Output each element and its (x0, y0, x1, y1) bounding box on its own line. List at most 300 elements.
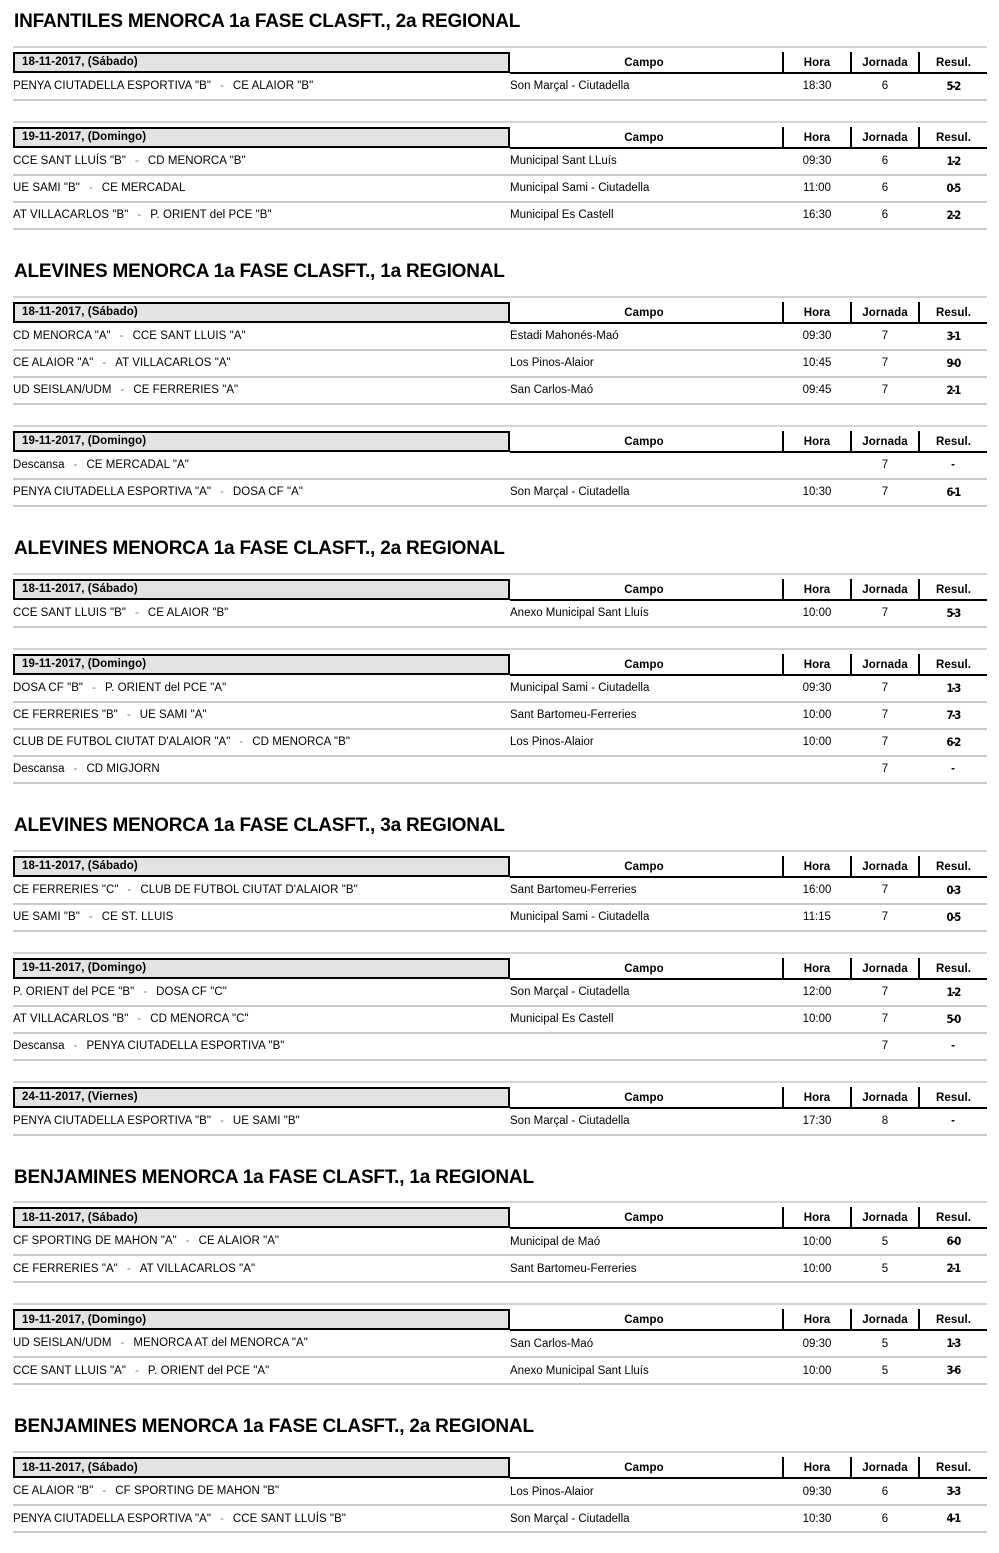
home-team: PENYA CIUTADELLA ESPORTIVA "A" (13, 1512, 211, 1525)
versus-separator: - (73, 458, 78, 471)
match-teams-cell (13, 877, 510, 904)
versus-separator: - (92, 681, 96, 694)
column-header-resul: Resul. (919, 654, 987, 675)
match-time (783, 756, 851, 783)
away-team: CF SPORTING DE MAHON "B" (115, 1485, 280, 1498)
away-team: CD MENORCA "B" (252, 736, 350, 749)
match-teams-cell (13, 202, 510, 229)
match-teams-cell (13, 979, 510, 1006)
column-header-resul: Resul. (919, 52, 987, 73)
match-result: 6-1 (923, 479, 983, 506)
match-day-block (0, 648, 999, 784)
home-team: Descansa (13, 1040, 65, 1053)
versus-separator: - (88, 182, 93, 195)
versus-separator: - (120, 1337, 125, 1350)
column-header-jornada: Jornada (851, 1207, 919, 1228)
match-row (13, 1330, 987, 1357)
match-time: 17:30 (783, 1108, 851, 1135)
match-time: 09:30 (783, 675, 851, 702)
match-teams-cell (13, 1505, 510, 1532)
match-row (13, 600, 987, 627)
match-venue: Municipal de Maó (510, 1228, 778, 1255)
home-team: DOSA CF "B" (13, 681, 84, 694)
competition-block (0, 527, 999, 784)
match-time: 09:30 (783, 323, 851, 350)
match-venue: Los Pinos-Alaior (510, 1478, 778, 1505)
match-matchday: 7 (851, 1006, 919, 1033)
match-matchday: 5 (851, 1255, 919, 1282)
column-header-resul: Resul. (919, 431, 987, 452)
competition-block (0, 804, 999, 1136)
match-matchday: 6 (851, 73, 919, 100)
away-team: CD MIGJORN (86, 763, 160, 776)
match-matchday: 8 (851, 1108, 919, 1135)
column-header-campo: Campo (510, 127, 778, 148)
table-header-row (13, 127, 987, 148)
versus-separator: - (239, 736, 244, 749)
competition-title-wrap (0, 250, 999, 296)
column-header-hora: Hora (783, 1207, 851, 1228)
column-header-jornada: Jornada (851, 654, 919, 675)
match-result: - (919, 756, 987, 783)
match-time: 12:00 (783, 979, 851, 1006)
divider (13, 1451, 987, 1453)
match-result: 2-2 (923, 202, 983, 229)
match-venue (510, 756, 778, 783)
match-matchday: 7 (851, 756, 919, 783)
column-header-hora: Hora (783, 1457, 851, 1478)
home-team: AT VILLACARLOS "B" (13, 209, 129, 222)
column-header-campo: Campo (510, 52, 778, 73)
home-team: PENYA CIUTADELLA ESPORTIVA "B" (13, 1114, 211, 1127)
column-header-jornada: Jornada (851, 127, 919, 148)
home-team: P. ORIENT del PCE "B" (13, 985, 135, 998)
competition-block (0, 1156, 999, 1386)
match-result: - (919, 452, 987, 479)
column-header-resul: Resul. (919, 958, 987, 979)
competition-title: BENJAMINES MENORCA 1a FASE CLASFT., 1a REGIONAL (14, 1166, 534, 1188)
match-venue: Estadi Mahonés-Maó (510, 323, 778, 350)
versus-separator: - (220, 79, 224, 92)
away-team: UE SAMI "A" (139, 709, 207, 722)
match-teams-cell (13, 148, 510, 175)
versus-separator: - (126, 709, 131, 722)
table-header-row (13, 302, 987, 323)
match-result: 7-3 (923, 702, 983, 729)
divider (13, 46, 987, 48)
match-teams-cell (13, 904, 510, 931)
column-header-campo: Campo (510, 579, 778, 600)
match-row (13, 1108, 987, 1135)
match-day-block (0, 952, 999, 1061)
away-team: CE FERRERIES "A" (133, 384, 239, 397)
match-day-block (0, 1201, 999, 1283)
versus-separator: - (220, 486, 224, 499)
divider (13, 1201, 987, 1203)
competition-title: BENJAMINES MENORCA 1a FASE CLASFT., 2a REGIONAL (14, 1416, 534, 1438)
column-header-hora: Hora (783, 1309, 851, 1330)
match-matchday: 7 (851, 877, 919, 904)
away-team: P. ORIENT del PCE "A" (104, 681, 227, 694)
home-team: CCE SANT LLUIS "B" (13, 606, 127, 619)
column-header-jornada: Jornada (851, 1457, 919, 1478)
match-venue: Son Marçal - Ciutadella (510, 1505, 778, 1532)
column-header-resul: Resul. (919, 1309, 987, 1330)
match-result: 5-2 (923, 73, 983, 100)
match-row (13, 1006, 987, 1033)
match-time: 09:30 (783, 1330, 851, 1357)
match-table (13, 431, 987, 507)
date-label: 18-11-2017, (Sábado) (13, 1207, 510, 1228)
match-row (13, 1357, 987, 1384)
match-matchday: 7 (851, 600, 919, 627)
table-header-row (13, 431, 987, 452)
match-result: 6-2 (923, 729, 983, 756)
home-team: PENYA CIUTADELLA ESPORTIVA "A" (13, 486, 211, 499)
home-team: CE ALAIOR "A" (13, 357, 94, 370)
match-day-block (0, 850, 999, 932)
versus-separator: - (220, 1512, 224, 1525)
match-venue: San Carlos-Maó (510, 377, 778, 404)
match-matchday: 7 (851, 479, 919, 506)
date-label: 18-11-2017, (Sábado) (13, 302, 510, 323)
match-day-block (0, 46, 999, 101)
match-venue (510, 1033, 778, 1060)
match-row (13, 323, 987, 350)
match-table (13, 127, 987, 230)
match-teams-cell (13, 175, 510, 202)
match-time: 10:00 (783, 702, 851, 729)
home-team: CE ALAIOR "B" (13, 1485, 94, 1498)
match-matchday: 7 (851, 904, 919, 931)
column-header-resul: Resul. (919, 1207, 987, 1228)
match-table (13, 958, 987, 1061)
match-teams-cell (13, 756, 510, 783)
match-matchday: 5 (851, 1330, 919, 1357)
date-header-cell (13, 654, 510, 675)
column-header-hora: Hora (783, 856, 851, 877)
match-result: 0-5 (923, 175, 983, 202)
column-header-resul: Resul. (919, 579, 987, 600)
date-label: 19-11-2017, (Domingo) (13, 654, 510, 675)
match-row (13, 479, 987, 506)
away-team: CE ST. LLUIS (101, 911, 174, 924)
divider (13, 573, 987, 575)
home-team: UD SEISLAN/UDM (13, 1337, 112, 1350)
versus-separator: - (102, 357, 107, 370)
match-teams-cell (13, 1255, 510, 1282)
away-team: CE ALAIOR "A" (198, 1235, 280, 1248)
match-matchday: 5 (851, 1228, 919, 1255)
match-row (13, 756, 987, 783)
match-result: 3-3 (923, 1478, 983, 1505)
match-result: 5-0 (923, 1006, 983, 1033)
match-venue (510, 452, 778, 479)
column-header-campo: Campo (510, 431, 778, 452)
versus-separator: - (220, 1114, 224, 1127)
match-matchday: 7 (851, 979, 919, 1006)
away-team: UE SAMI "B" (232, 1114, 300, 1127)
column-header-hora: Hora (783, 1087, 851, 1108)
column-header-jornada: Jornada (851, 1087, 919, 1108)
date-label: 19-11-2017, (Domingo) (13, 431, 510, 452)
competition-title-wrap (0, 1156, 999, 1202)
match-row (13, 877, 987, 904)
match-matchday: 7 (851, 729, 919, 756)
table-header-row (13, 654, 987, 675)
away-team: CE MERCADAL (101, 182, 186, 195)
column-header-campo: Campo (510, 958, 778, 979)
match-time: 09:45 (783, 377, 851, 404)
home-team: CD MENORCA "A" (13, 329, 111, 342)
competition-block (0, 250, 999, 507)
competition-title: ALEVINES MENORCA 1a FASE CLASFT., 1a REGIONAL (14, 260, 505, 282)
match-day-block (0, 425, 999, 507)
match-time: 10:00 (783, 729, 851, 756)
match-time (783, 452, 851, 479)
date-header-cell (13, 856, 510, 877)
date-label: 18-11-2017, (Sábado) (13, 856, 510, 877)
match-venue: Son Marçal - Ciutadella (510, 979, 778, 1006)
match-matchday: 5 (851, 1357, 919, 1384)
competition-block (0, 1405, 999, 1533)
match-matchday: 7 (851, 675, 919, 702)
match-day-block (0, 296, 999, 405)
match-row (13, 148, 987, 175)
divider (13, 296, 987, 298)
table-header-row (13, 52, 987, 73)
match-matchday: 7 (851, 452, 919, 479)
match-time: 18:30 (783, 73, 851, 100)
match-teams-cell (13, 1228, 510, 1255)
match-row (13, 675, 987, 702)
match-matchday: 6 (851, 175, 919, 202)
column-header-campo: Campo (510, 1309, 778, 1330)
match-teams-cell (13, 452, 510, 479)
date-label: 18-11-2017, (Sábado) (13, 1457, 510, 1478)
match-result: 5-3 (923, 600, 983, 627)
away-team: CCE SANT LLUIS "A" (132, 329, 246, 342)
match-venue: Municipal Sami - Ciutadella (510, 675, 778, 702)
away-team: P. ORIENT del PCE "A" (147, 1364, 270, 1377)
home-team: CF SPORTING DE MAHON "A" (13, 1235, 177, 1248)
match-day-block (0, 1303, 999, 1385)
column-header-resul: Resul. (919, 1457, 987, 1478)
match-result: - (919, 1108, 987, 1135)
date-header-cell (13, 958, 510, 979)
match-matchday: 7 (851, 702, 919, 729)
match-row (13, 1505, 987, 1532)
match-venue: Sant Bartomeu-Ferreries (510, 877, 778, 904)
match-time: 10:30 (783, 1505, 851, 1532)
competition-title-wrap (0, 0, 999, 46)
home-team: CE FERRERIES "A" (13, 1262, 118, 1275)
match-matchday: 6 (851, 148, 919, 175)
divider (13, 952, 987, 954)
column-header-resul: Resul. (919, 856, 987, 877)
date-header-cell (13, 1207, 510, 1228)
date-header-cell (13, 52, 510, 73)
competition-title: ALEVINES MENORCA 1a FASE CLASFT., 2a REGIONAL (14, 537, 505, 559)
match-row (13, 1033, 987, 1060)
match-day-block (0, 573, 999, 628)
away-team: CD MENORCA "C" (150, 1013, 249, 1026)
table-header-row (13, 1087, 987, 1108)
column-header-jornada: Jornada (851, 958, 919, 979)
away-team: CCE SANT LLUÍS "B" (232, 1512, 346, 1525)
home-team: CCE SANT LLUÍS "B" (13, 154, 127, 167)
away-team: CE ALAIOR "B" (147, 606, 229, 619)
column-header-jornada: Jornada (851, 856, 919, 877)
match-venue: Sant Bartomeu-Ferreries (510, 702, 778, 729)
match-venue: Los Pinos-Alaior (510, 350, 778, 377)
match-row (13, 202, 987, 229)
match-result: - (919, 1033, 987, 1060)
home-team: UE SAMI "B" (13, 911, 80, 924)
table-header-row (13, 1207, 987, 1228)
versus-separator: - (135, 1364, 139, 1377)
match-table (13, 1087, 987, 1136)
column-header-hora: Hora (783, 579, 851, 600)
column-header-hora: Hora (783, 654, 851, 675)
match-result: 1-2 (923, 979, 983, 1006)
match-table (13, 1207, 987, 1283)
match-time: 09:30 (783, 1478, 851, 1505)
match-day-block (0, 1451, 999, 1533)
versus-separator: - (135, 606, 139, 619)
match-row (13, 73, 987, 100)
column-header-campo: Campo (510, 1457, 778, 1478)
match-time: 16:00 (783, 877, 851, 904)
match-venue: Los Pinos-Alaior (510, 729, 778, 756)
column-header-campo: Campo (510, 654, 778, 675)
match-result: 6-0 (923, 1228, 983, 1255)
versus-separator: - (120, 384, 125, 397)
versus-separator: - (88, 911, 93, 924)
match-matchday: 6 (851, 1478, 919, 1505)
column-header-campo: Campo (510, 1207, 778, 1228)
match-result: 1-2 (923, 148, 983, 175)
date-label: 19-11-2017, (Domingo) (13, 958, 510, 979)
match-teams-cell (13, 377, 510, 404)
column-header-campo: Campo (510, 1087, 778, 1108)
match-result: 9-0 (923, 350, 983, 377)
match-venue: Son Marçal - Ciutadella (510, 479, 778, 506)
competition-block (0, 0, 999, 230)
match-teams-cell (13, 1033, 510, 1060)
column-header-campo: Campo (510, 302, 778, 323)
match-result: 1-3 (923, 675, 983, 702)
home-team: CLUB DE FUTBOL CIUTAT D'ALAIOR "A" (13, 736, 231, 749)
date-label: 19-11-2017, (Domingo) (13, 1309, 510, 1330)
match-table (13, 654, 987, 784)
home-team: Descansa (13, 458, 65, 471)
match-venue: Municipal Sami - Ciutadella (510, 904, 778, 931)
divider (13, 850, 987, 852)
match-time: 09:30 (783, 148, 851, 175)
date-label: 18-11-2017, (Sábado) (13, 579, 510, 600)
match-time: 10:00 (783, 1357, 851, 1384)
match-time: 11:15 (783, 904, 851, 931)
divider (13, 1081, 987, 1083)
away-team: PENYA CIUTADELLA ESPORTIVA "B" (86, 1040, 285, 1053)
date-label: 24-11-2017, (Viernes) (13, 1087, 510, 1108)
match-matchday: 6 (851, 1505, 919, 1532)
match-table (13, 856, 987, 932)
table-header-row (13, 579, 987, 600)
match-result: 0-3 (923, 877, 983, 904)
divider (13, 425, 987, 427)
match-table (13, 579, 987, 628)
column-header-hora: Hora (783, 302, 851, 323)
match-row (13, 702, 987, 729)
column-header-campo: Campo (510, 856, 778, 877)
home-team: Descansa (13, 763, 65, 776)
match-time: 16:30 (783, 202, 851, 229)
column-header-resul: Resul. (919, 1087, 987, 1108)
home-team: CE FERRERIES "C" (13, 883, 119, 896)
match-table (13, 302, 987, 405)
match-venue: San Carlos-Maó (510, 1330, 778, 1357)
home-team: CE FERRERIES "B" (13, 709, 118, 722)
date-header-cell (13, 579, 510, 600)
away-team: CD MENORCA "B" (147, 154, 246, 167)
match-teams-cell (13, 350, 510, 377)
versus-separator: - (126, 1262, 131, 1275)
match-row (13, 1255, 987, 1282)
versus-separator: - (137, 1013, 142, 1026)
match-matchday: 7 (851, 323, 919, 350)
match-result: 1-3 (923, 1330, 983, 1357)
match-row (13, 904, 987, 931)
match-teams-cell (13, 729, 510, 756)
column-header-jornada: Jornada (851, 302, 919, 323)
competition-title: INFANTILES MENORCA 1a FASE CLASFT., 2a REGIONAL (14, 11, 521, 32)
match-result: 2-1 (923, 1255, 983, 1282)
versus-separator: - (73, 763, 78, 776)
match-time: 11:00 (783, 175, 851, 202)
column-header-hora: Hora (783, 127, 851, 148)
match-day-block (0, 1081, 999, 1136)
table-header-row (13, 1309, 987, 1330)
date-label: 18-11-2017, (Sábado) (13, 52, 510, 73)
match-result: 3-6 (923, 1357, 983, 1384)
match-venue: Anexo Municipal Sant Lluís (510, 1357, 778, 1384)
match-teams-cell (13, 1108, 510, 1135)
match-matchday: 6 (851, 202, 919, 229)
match-teams-cell (13, 1330, 510, 1357)
versus-separator: - (119, 329, 124, 342)
date-header-cell (13, 127, 510, 148)
match-time: 10:00 (783, 1255, 851, 1282)
match-time (783, 1033, 851, 1060)
match-teams-cell (13, 1357, 510, 1384)
match-teams-cell (13, 600, 510, 627)
date-header-cell (13, 431, 510, 452)
match-table (13, 52, 987, 101)
column-header-jornada: Jornada (851, 431, 919, 452)
versus-separator: - (102, 1485, 107, 1498)
away-team: DOSA CF "A" (232, 486, 303, 499)
match-time: 10:00 (783, 600, 851, 627)
match-venue: Municipal Es Castell (510, 1006, 778, 1033)
match-row (13, 175, 987, 202)
match-matchday: 7 (851, 350, 919, 377)
match-teams-cell (13, 1006, 510, 1033)
match-table (13, 1457, 987, 1533)
competition-title-wrap (0, 804, 999, 850)
match-teams-cell (13, 702, 510, 729)
